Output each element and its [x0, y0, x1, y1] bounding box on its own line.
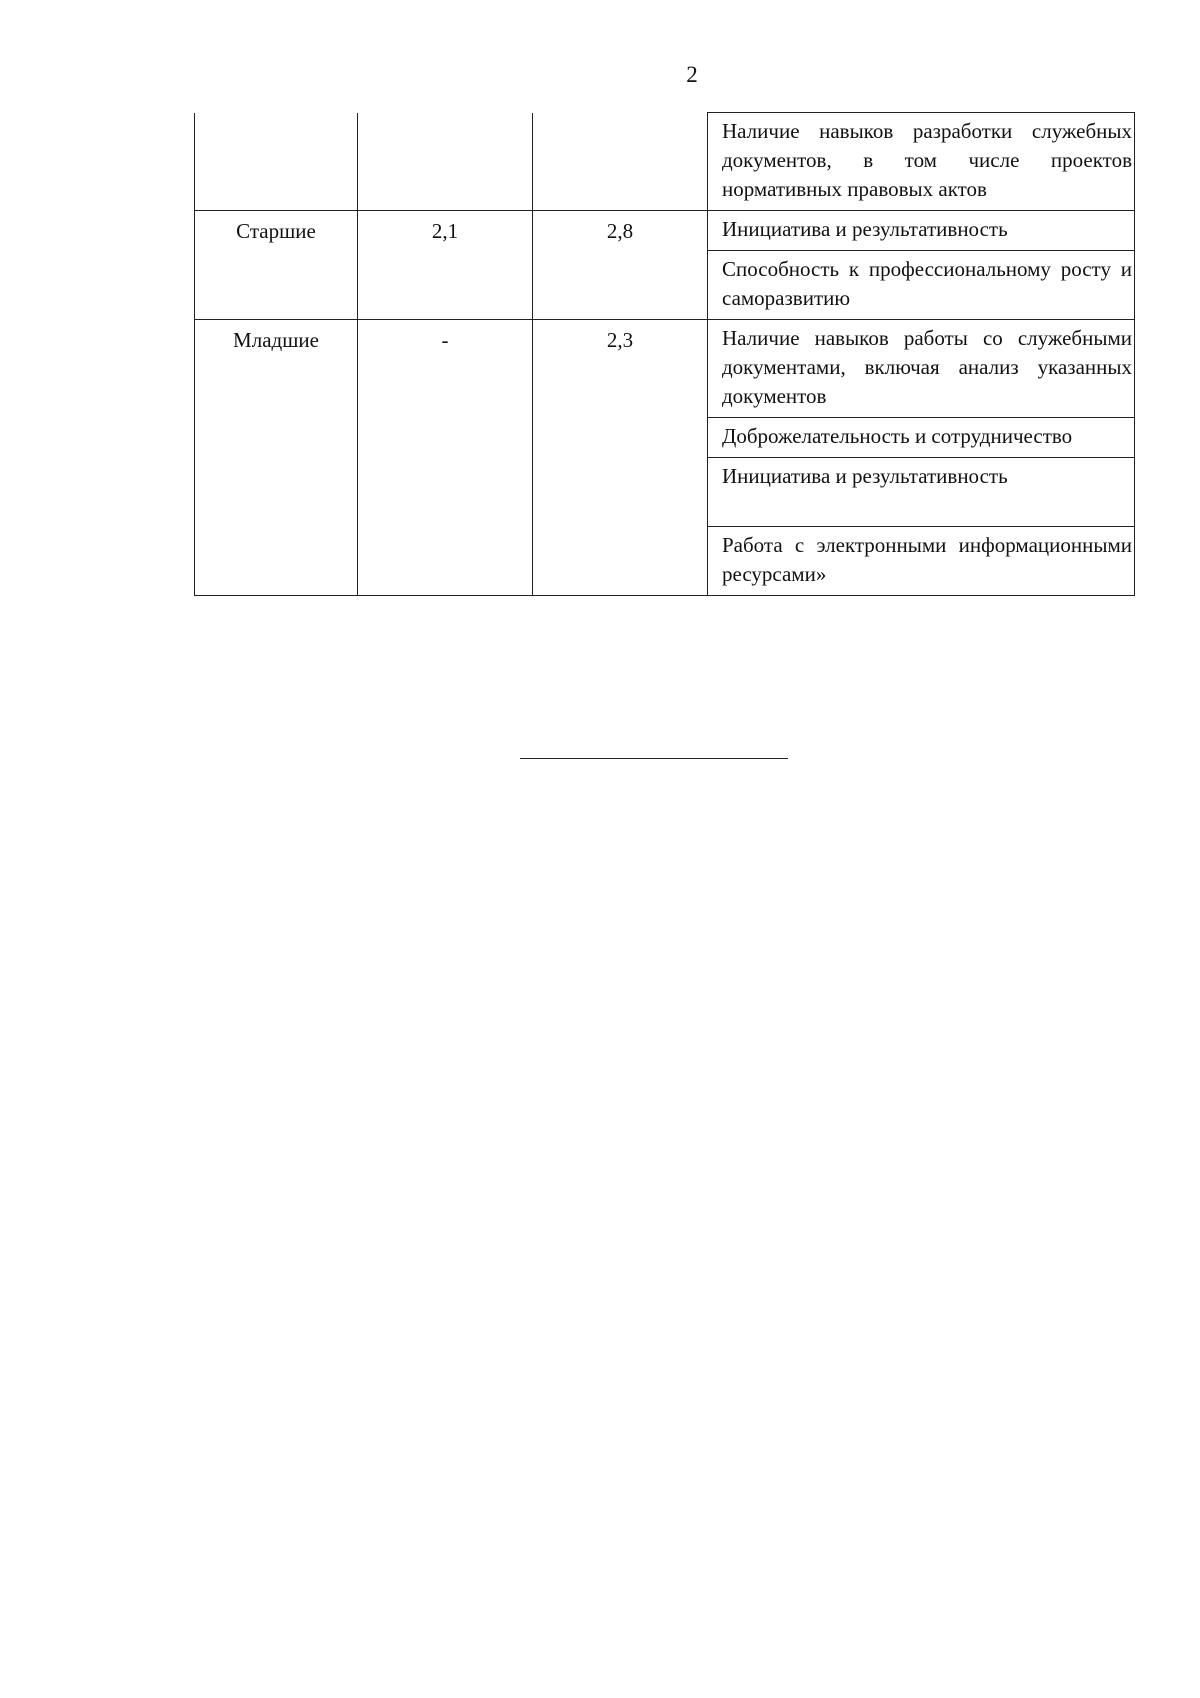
category-cell	[195, 113, 358, 211]
criterion-item: Инициатива и результативность	[708, 458, 1134, 527]
category-cell: Старшие	[195, 211, 358, 320]
table-row	[195, 113, 1135, 211]
criterion-item: Способность к профессиональному росту и саморазвитию	[722, 257, 1132, 310]
category-cell: Младшие	[195, 320, 358, 596]
min-value-cell	[358, 113, 533, 211]
min-value-cell: 2,1	[358, 211, 533, 320]
criteria-cell	[708, 320, 1135, 596]
criterion-item: Работа с электронными информационными ресурсами»	[722, 533, 1132, 586]
qualification-table	[194, 112, 1135, 596]
max-value-cell: 2,8	[533, 211, 708, 320]
max-value-cell: 2,3	[533, 320, 708, 596]
criteria-cell	[708, 211, 1135, 320]
criterion-item: Доброжелательность и сотрудничество	[708, 418, 1134, 458]
table-row	[195, 320, 1135, 596]
criterion-item: Наличие навыков разработки служебных документов, в том числе проектов нормативных правовых актов	[722, 119, 1132, 201]
table-row	[195, 211, 1135, 320]
min-value-cell: -	[358, 320, 533, 596]
closing-divider	[520, 758, 788, 759]
criterion-item: Наличие навыков работы со служебными документами, включая анализ указанных документов	[708, 320, 1134, 418]
criteria-cell	[708, 113, 1135, 211]
max-value-cell	[533, 113, 708, 211]
page-number: 2	[686, 62, 698, 87]
criterion-item: Инициатива и результативность	[708, 211, 1134, 251]
